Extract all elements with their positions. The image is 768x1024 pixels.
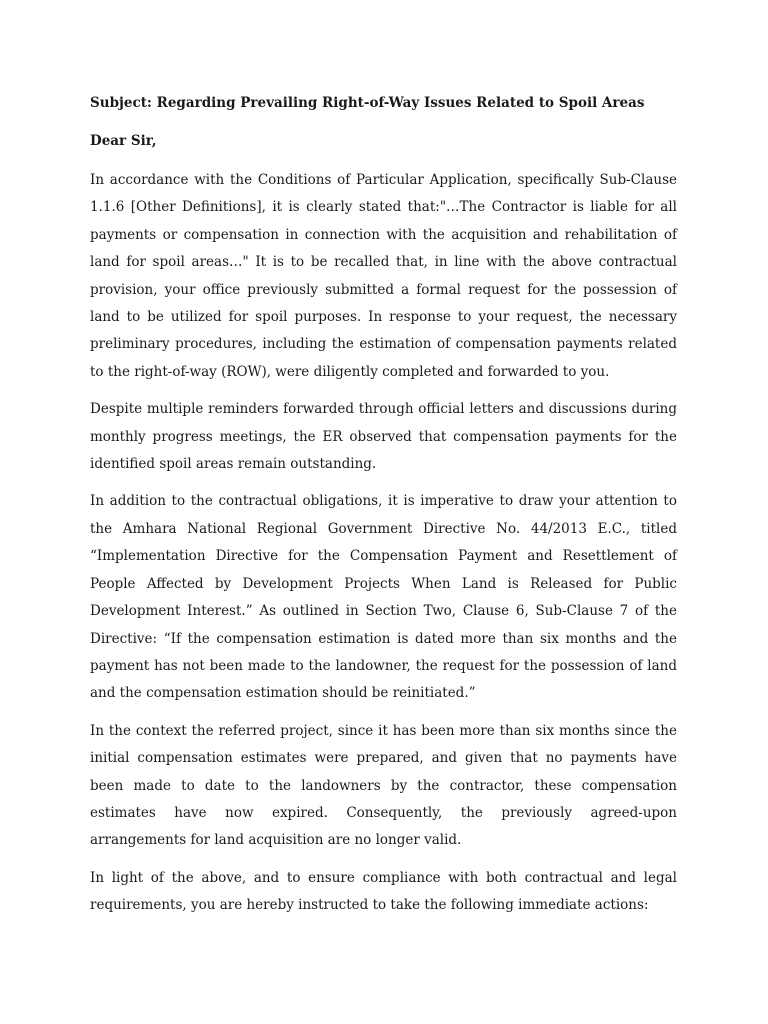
letter-subject: Subject: Regarding Prevailing Right-of-Way Issues Related to Spoil Areas [90,95,645,111]
paragraph-directive: In addition to the contractual obligations, it is imperative to draw your attention to the Amhara National Regional Government Directive No. 44/2013 E.C., titled “Implementation Directive for the Compensation Payment and Resettlement of People Affected by Development Projects When Land is Released for Public Development Interest.” As outlined in Section Two, Clause 6, Sub-Clause 7 of the Directive: “If the compensation estimation is dated more than six months and the payment has not been made to the landowner, the request for the possession of land and the compensation estimation should be reinitiated.” [90,493,677,702]
paragraph-expired-estimates: In the context the referred project, since it has been more than six months since the initial compensation estimates were prepared, and given that no payments have been made to date to the landowners by the contractor, these compensation estimates have now expired. Consequently, the previously agreed-upon arrangements for land acquisition are no longer valid. [90,722,677,849]
letter-salutation: Dear Sir, [90,133,157,149]
paragraph-reminders: Despite multiple reminders forwarded through official letters and discussions during monthly progress meetings, the ER observed that compensation payments for the identified spoil areas remain outstanding. [90,401,677,473]
paragraph-instructions: In light of the above, and to ensure compliance with both contractual and legal requirements, you are hereby instructed to take the following immediate actions: [90,869,677,914]
letter-body [90,92,677,930]
paragraph-contract-clause: In accordance with the Conditions of Particular Application, specifically Sub-Clause 1.1.6 [Other Definitions], it is clearly stated that:"…The Contractor is liable for all payments or compensation in connection with the acquisition and rehabilitation of land for spoil areas…" It is to be recalled that, in line with the above contractual provision, your office previously submitted a formal request for the possession of land to be utilized for spoil purposes. In response to your request, the necessary preliminary procedures, including the estimation of compensation payments related to the right-of-way (ROW), were diligently completed and forwarded to you. [90,172,677,380]
